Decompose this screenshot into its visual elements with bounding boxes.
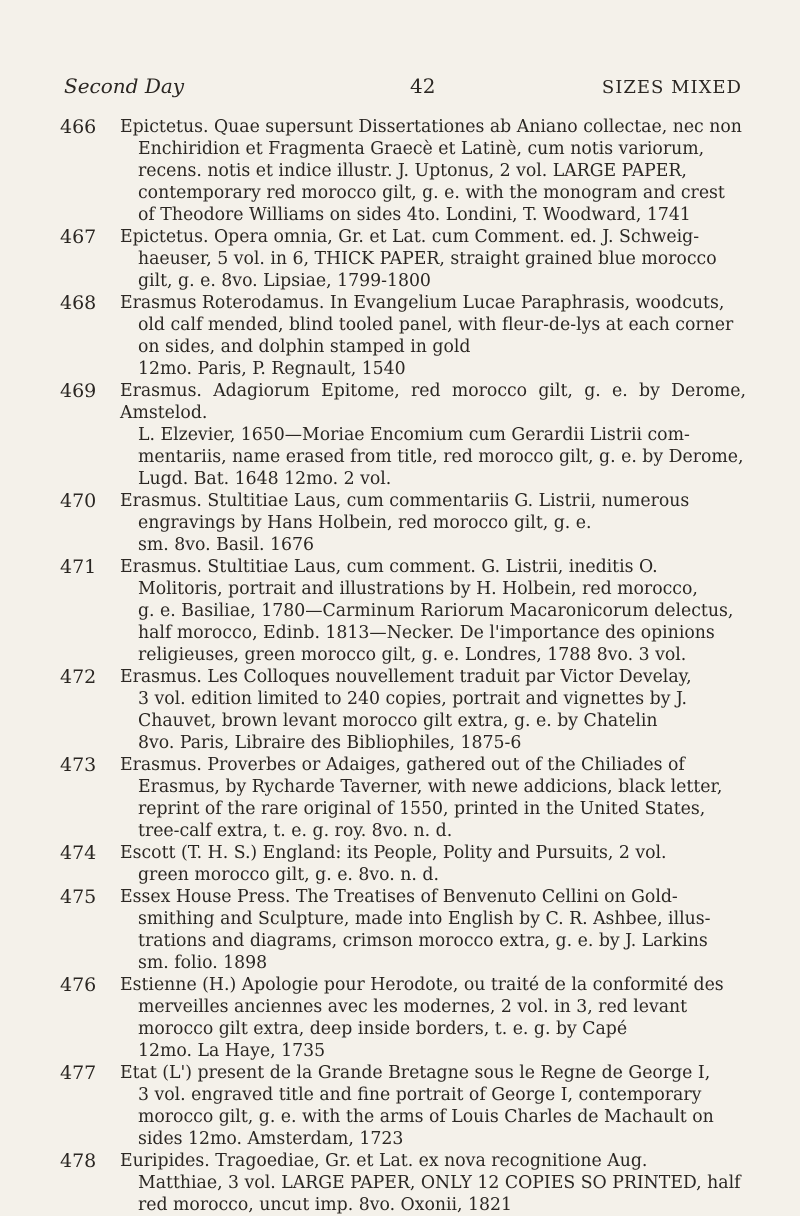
lot-entry (60, 842, 746, 886)
lot-description (120, 842, 746, 886)
lot-description (120, 380, 746, 490)
lot-description (120, 490, 746, 556)
lot-number: 471 (60, 556, 97, 578)
description-line: 3 vol. edition limited to 240 copies, portrait and vignettes by J. (138, 689, 688, 709)
lot-description (120, 1150, 746, 1216)
description-line: haeuser, 5 vol. in 6, THICK PAPER, straight grained blue morocco (138, 249, 717, 269)
description-line: engravings by Hans Holbein, red morocco gilt, g. e. (138, 513, 592, 533)
description-line: Erasmus, by Rycharde Taverner, with newe addicions, black letter, (138, 777, 723, 797)
lot-entry (60, 116, 746, 226)
lot-entry (60, 490, 746, 556)
lot-entry (60, 226, 746, 292)
lot-number: 475 (60, 886, 97, 908)
lot-number: 467 (60, 226, 97, 248)
lot-number: 478 (60, 1150, 97, 1172)
lot-entry (60, 754, 746, 842)
description-line: on sides, and dolphin stamped in gold (138, 337, 471, 357)
description-line: morocco gilt, g. e. with the arms of Louis Charles de Machault on (138, 1107, 714, 1127)
description-line: sm. folio. 1898 (138, 953, 268, 973)
description-line: Erasmus Roterodamus. In Evangelium Lucae Paraphrasis, woodcuts, (120, 293, 725, 313)
lot-number: 473 (60, 754, 97, 776)
description-line: half morocco, Edinb. 1813—Necker. De l'importance des opinions (138, 623, 715, 643)
description-line: 12mo. Paris, P. Regnault, 1540 (138, 359, 406, 379)
description-line: Erasmus. Stultitiae Laus, cum commentariis G. Listrii, numerous (120, 491, 690, 511)
description-line: Erasmus. Les Colloques nouvellement traduit par Victor Develay, (120, 667, 692, 687)
description-line: g. e. Basiliae, 1780—Carminum Rariorum Macaronicorum delectus, (138, 601, 734, 621)
lot-number: 468 (60, 292, 97, 314)
description-line: gilt, g. e. 8vo. Lipsiae, 1799-1800 (138, 271, 431, 291)
description-line: Chauvet, brown levant morocco gilt extra, g. e. by Chatelin (138, 711, 658, 731)
lot-description (120, 1062, 746, 1150)
description-line: of Theodore Williams on sides 4to. Londini, T. Woodward, 1741 (138, 205, 691, 225)
lot-description (120, 754, 746, 842)
description-line: Epictetus. Opera omnia, Gr. et Lat. cum Comment. ed. J. Schweig- (120, 227, 700, 247)
description-line: Escott (T. H. S.) England: its People, Polity and Pursuits, 2 vol. (120, 843, 667, 863)
description-line: sides 12mo. Amsterdam, 1723 (138, 1129, 404, 1149)
description-line: Erasmus. Proverbes or Adaiges, gathered out of the Chiliades of (120, 755, 685, 775)
lot-description (120, 292, 746, 380)
lot-description (120, 974, 746, 1062)
description-line: smithing and Sculpture, made into English by C. R. Ashbee, illus- (138, 909, 711, 929)
description-line: Euripides. Tragoediae, Gr. et Lat. ex nova recognitione Aug. (120, 1151, 648, 1171)
description-line: Erasmus. Stultitiae Laus, cum comment. G. Listrii, ineditis O. (120, 557, 658, 577)
description-line: old calf mended, blind tooled panel, with fleur-de-lys at each corner (138, 315, 734, 335)
description-line: Etat (L') present de la Grande Bretagne sous le Regne de George I, (120, 1063, 711, 1083)
description-line: Enchiridion et Fragmenta Graecè et Latinè, cum notis variorum, (138, 139, 705, 159)
description-line: morocco gilt extra, deep inside borders, t. e. g. by Capé (138, 1019, 628, 1039)
description-line: green morocco gilt, g. e. 8vo. n. d. (138, 865, 439, 885)
lot-entry (60, 292, 746, 380)
lot-list (60, 116, 746, 1216)
lot-description (120, 666, 746, 754)
description-line: contemporary red morocco gilt, g. e. with the monogram and crest (138, 183, 725, 203)
lot-number: 474 (60, 842, 97, 864)
description-line: recens. notis et indice illustr. J. Uptonus, 2 vol. LARGE PAPER, (138, 161, 687, 181)
description-line: merveilles anciennes avec les modernes, 2 vol. in 3, red levant (138, 997, 688, 1017)
description-line: Matthiae, 3 vol. LARGE PAPER, ONLY 12 COPIES SO PRINTED, half (138, 1173, 741, 1193)
lot-number: 466 (60, 116, 97, 138)
lot-number: 470 (60, 490, 97, 512)
lot-entry (60, 556, 746, 666)
description-line: religieuses, green morocco gilt, g. e. Londres, 1788 8vo. 3 vol. (138, 645, 687, 665)
description-line: 3 vol. engraved title and fine portrait of George I, contemporary (138, 1085, 702, 1105)
lot-entry (60, 1062, 746, 1150)
description-line: Essex House Press. The Treatises of Benvenuto Cellini on Gold- (120, 887, 678, 907)
description-line: Erasmus. Adagiorum Epitome, red morocco gilt, g. e. by Derome, Amstelod. (120, 381, 746, 423)
description-line: red morocco, uncut imp. 8vo. Oxonii, 1821 (138, 1195, 513, 1215)
lot-entry (60, 974, 746, 1062)
description-line: Lugd. Bat. 1648 12mo. 2 vol. (138, 469, 392, 489)
page-header (64, 74, 742, 98)
lot-description (120, 556, 746, 666)
description-line: Estienne (H.) Apologie pour Herodote, ou traité de la conformité des (120, 975, 724, 995)
description-line: 12mo. La Haye, 1735 (138, 1041, 326, 1061)
description-line: mentariis, name erased from title, red morocco gilt, g. e. by Derome, (138, 447, 744, 467)
lot-description (120, 226, 746, 292)
lot-number: 476 (60, 974, 97, 996)
lot-description (120, 116, 746, 226)
description-line: Epictetus. Quae supersunt Dissertationes ab Aniano collectae, nec non (120, 117, 742, 137)
page-number: 42 (410, 74, 436, 98)
lot-number: 469 (60, 380, 97, 402)
lot-number: 472 (60, 666, 97, 688)
description-line: reprint of the rare original of 1550, printed in the United States, (138, 799, 706, 819)
lot-entry (60, 380, 746, 490)
description-line: tree-calf extra, t. e. g. roy. 8vo. n. d. (138, 821, 453, 841)
lot-entry (60, 1150, 746, 1216)
lot-entry (60, 666, 746, 754)
lot-description (120, 886, 746, 974)
description-line: Molitoris, portrait and illustrations by H. Holbein, red morocco, (138, 579, 698, 599)
header-section: SIZES MIXED (601, 77, 742, 98)
description-line: L. Elzevier, 1650—Moriae Encomium cum Gerardii Listrii com- (138, 425, 690, 445)
description-line: sm. 8vo. Basil. 1676 (138, 535, 314, 555)
lot-number: 477 (60, 1062, 97, 1084)
header-day: Second Day (64, 74, 185, 98)
description-line: trations and diagrams, crimson morocco extra, g. e. by J. Larkins (138, 931, 708, 951)
description-line: 8vo. Paris, Libraire des Bibliophiles, 1875-6 (138, 733, 522, 753)
lot-entry (60, 886, 746, 974)
